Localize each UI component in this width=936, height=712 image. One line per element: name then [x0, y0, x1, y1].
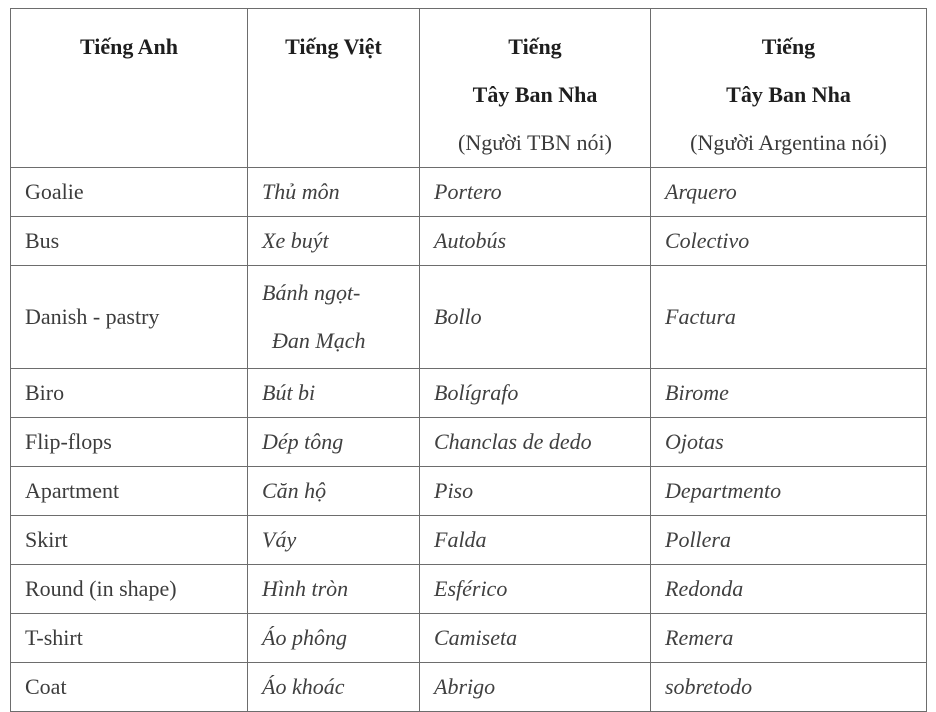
table-row	[11, 614, 927, 663]
cell-spanish-argentina: Birome	[651, 369, 927, 418]
header-line: Tiếng Việt	[285, 34, 382, 59]
header-line: Tiếng	[508, 34, 562, 59]
cell-english: T-shirt	[11, 614, 248, 663]
cell-spanish-spain: Esférico	[420, 565, 651, 614]
cell-spanish-spain: Abrigo	[420, 663, 651, 712]
cell-english: Danish - pastry	[11, 266, 248, 369]
cell-english: Flip-flops	[11, 418, 248, 467]
cell-spanish-argentina: Departmento	[651, 467, 927, 516]
header-line: Tây Ban Nha	[472, 82, 598, 107]
table-row	[11, 565, 927, 614]
table-row	[11, 217, 927, 266]
cell-spanish-spain: Falda	[420, 516, 651, 565]
header-english	[11, 9, 248, 168]
cell-vietnamese: Dép tông	[248, 418, 420, 467]
header-line: Tiếng	[761, 34, 816, 59]
cell-english: Skirt	[11, 516, 248, 565]
header-line: Tây Ban Nha	[726, 82, 851, 107]
cell-spanish-argentina: Remera	[651, 614, 927, 663]
cell-english: Round (in shape)	[11, 565, 248, 614]
cell-english: Biro	[11, 369, 248, 418]
cell-spanish-argentina: Ojotas	[651, 418, 927, 467]
table-row	[11, 369, 927, 418]
cell-spanish-argentina: Arquero	[651, 168, 927, 217]
header-row	[11, 9, 927, 168]
table-row	[11, 516, 927, 565]
header-spanish-argentina	[651, 9, 927, 168]
cell-spanish-spain: Bollo	[420, 266, 651, 369]
header-line: Tiếng Anh	[79, 34, 179, 59]
cell-english: Bus	[11, 217, 248, 266]
table-row	[11, 418, 927, 467]
cell-spanish-spain: Autobús	[420, 217, 651, 266]
table-row	[11, 168, 927, 217]
cell-spanish-spain: Portero	[420, 168, 651, 217]
cell-english: Coat	[11, 663, 248, 712]
cell-vietnamese: Váy	[248, 516, 420, 565]
table-row	[11, 663, 927, 712]
cell-spanish-spain: Chanclas de dedo	[420, 418, 651, 467]
cell-vietnamese	[248, 266, 420, 369]
header-subline: (Người TBN nói)	[458, 130, 612, 155]
cell-vietnamese: Xe buýt	[248, 217, 420, 266]
cell-line: Bánh ngọt-	[262, 280, 361, 305]
cell-spanish-argentina: Pollera	[651, 516, 927, 565]
header-vietnamese	[248, 9, 420, 168]
cell-spanish-spain: Piso	[420, 467, 651, 516]
cell-spanish-argentina: Colectivo	[651, 217, 927, 266]
cell-vietnamese: Căn hộ	[248, 467, 420, 516]
table-row	[11, 266, 927, 369]
table-row	[11, 467, 927, 516]
cell-vietnamese: Áo phông	[248, 614, 420, 663]
cell-spanish-argentina: sobretodo	[651, 663, 927, 712]
cell-spanish-spain: Camiseta	[420, 614, 651, 663]
cell-english: Goalie	[11, 168, 248, 217]
cell-vietnamese: Hình tròn	[248, 565, 420, 614]
cell-line: Đan Mạch	[272, 328, 366, 353]
header-subline: (Người Argentina nói)	[690, 130, 887, 155]
cell-spanish-argentina: Redonda	[651, 565, 927, 614]
cell-vietnamese: Bút bi	[248, 369, 420, 418]
cell-vietnamese: Áo khoác	[248, 663, 420, 712]
vocabulary-table	[10, 8, 927, 712]
cell-stack	[262, 269, 419, 365]
cell-vietnamese: Thủ môn	[248, 168, 420, 217]
cell-spanish-argentina: Factura	[651, 266, 927, 369]
cell-spanish-spain: Bolígrafo	[420, 369, 651, 418]
cell-english: Apartment	[11, 467, 248, 516]
header-spanish-spain	[420, 9, 651, 168]
